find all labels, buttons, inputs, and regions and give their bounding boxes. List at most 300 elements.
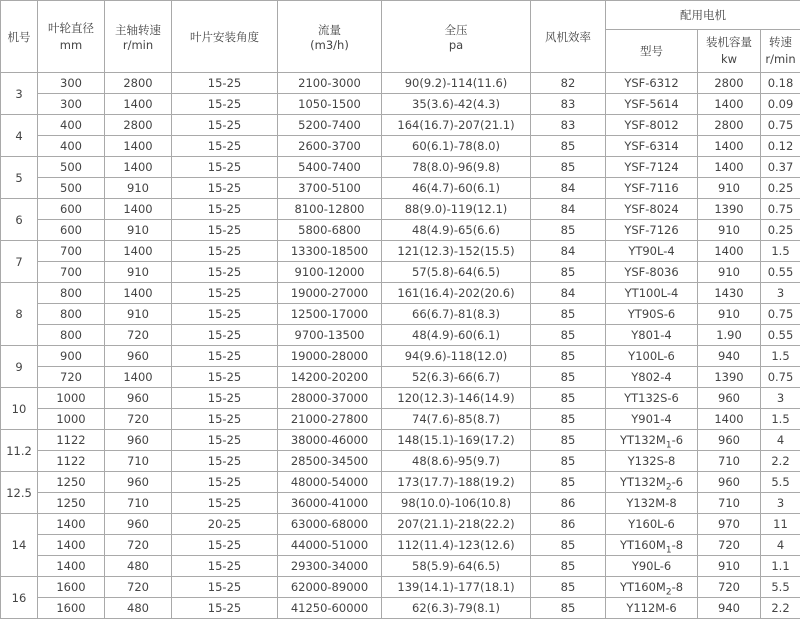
cell-diameter: 800 xyxy=(38,325,105,346)
cell-flow: 1050-1500 xyxy=(278,94,382,115)
motor-type-text: YT90S-6 xyxy=(627,307,676,321)
cell-motor-speed: 0.25 xyxy=(761,220,800,241)
motor-type-subscript: 1 xyxy=(665,545,672,556)
cell-angle: 15-25 xyxy=(172,577,278,598)
cell-angle: 15-25 xyxy=(172,94,278,115)
motor-type-subscript: 1 xyxy=(665,440,672,451)
cell-motor-type xyxy=(606,367,698,388)
cell-motor-type xyxy=(606,262,698,283)
cell-flow: 62000-89000 xyxy=(278,577,382,598)
cell-motor-type xyxy=(606,409,698,430)
cell-capacity: 970 xyxy=(698,514,761,535)
cell-flow: 19000-27000 xyxy=(278,283,382,304)
cell-motor-speed: 0.75 xyxy=(761,304,800,325)
cell-speed: 1400 xyxy=(105,241,172,262)
table-row xyxy=(1,535,800,556)
cell-motor-speed: 0.25 xyxy=(761,178,800,199)
cell-capacity: 2800 xyxy=(698,73,761,94)
cell-motor-speed: 4 xyxy=(761,535,800,556)
cell-motor-type xyxy=(606,430,698,451)
cell-efficiency: 85 xyxy=(531,367,606,388)
cell-motor-speed: 1.1 xyxy=(761,556,800,577)
header-speed: 主轴转速 r/min xyxy=(105,1,172,73)
cell-motor-speed: 0.75 xyxy=(761,115,800,136)
cell-diameter: 1400 xyxy=(38,556,105,577)
table-row xyxy=(1,430,800,451)
cell-motor-speed: 1.5 xyxy=(761,409,800,430)
cell-angle: 15-25 xyxy=(172,73,278,94)
cell-diameter: 400 xyxy=(38,115,105,136)
motor-type-text: Y132S-8 xyxy=(627,454,676,468)
motor-type-subscript: 2 xyxy=(665,482,672,493)
cell-pressure: 35(3.6)-42(4.3) xyxy=(382,94,531,115)
cell-speed: 910 xyxy=(105,262,172,283)
cell-model: 16 xyxy=(1,577,38,619)
cell-diameter: 720 xyxy=(38,367,105,388)
motor-type-text: YT132S-6 xyxy=(624,391,679,405)
cell-angle: 15-25 xyxy=(172,136,278,157)
cell-efficiency: 85 xyxy=(531,136,606,157)
cell-efficiency: 85 xyxy=(531,262,606,283)
cell-speed: 960 xyxy=(105,514,172,535)
cell-capacity: 1400 xyxy=(698,136,761,157)
cell-efficiency: 85 xyxy=(531,220,606,241)
table-row xyxy=(1,241,800,262)
cell-flow: 28500-34500 xyxy=(278,451,382,472)
header-model: 机号 xyxy=(1,1,38,73)
cell-motor-speed: 4 xyxy=(761,430,800,451)
cell-pressure: 161(16.4)-202(20.6) xyxy=(382,283,531,304)
table-row xyxy=(1,136,800,157)
table-row xyxy=(1,514,800,535)
cell-speed: 480 xyxy=(105,556,172,577)
cell-model: 9 xyxy=(1,346,38,388)
table-row xyxy=(1,409,800,430)
cell-angle: 15-25 xyxy=(172,115,278,136)
cell-capacity: 1390 xyxy=(698,199,761,220)
cell-speed: 1400 xyxy=(105,136,172,157)
cell-speed: 2800 xyxy=(105,115,172,136)
cell-motor-type xyxy=(606,157,698,178)
cell-capacity: 1400 xyxy=(698,409,761,430)
cell-diameter: 1000 xyxy=(38,409,105,430)
cell-pressure: 164(16.7)-207(21.1) xyxy=(382,115,531,136)
cell-efficiency: 85 xyxy=(531,451,606,472)
cell-capacity: 960 xyxy=(698,430,761,451)
cell-angle: 15-25 xyxy=(172,241,278,262)
cell-capacity: 910 xyxy=(698,556,761,577)
cell-capacity: 710 xyxy=(698,451,761,472)
cell-efficiency: 83 xyxy=(531,94,606,115)
cell-motor-speed: 3 xyxy=(761,388,800,409)
cell-motor-speed: 0.55 xyxy=(761,325,800,346)
motor-type-text: YSF-7124 xyxy=(624,160,679,174)
cell-speed: 910 xyxy=(105,178,172,199)
cell-motor-type xyxy=(606,136,698,157)
cell-motor-speed: 1.5 xyxy=(761,346,800,367)
cell-diameter: 1122 xyxy=(38,430,105,451)
cell-flow: 63000-68000 xyxy=(278,514,382,535)
cell-motor-type xyxy=(606,73,698,94)
cell-model: 11.2 xyxy=(1,430,38,472)
cell-flow: 29300-34000 xyxy=(278,556,382,577)
motor-type-text: YSF-6312 xyxy=(624,76,679,90)
cell-angle: 15-25 xyxy=(172,157,278,178)
cell-diameter: 300 xyxy=(38,73,105,94)
cell-pressure: 139(14.1)-177(18.1) xyxy=(382,577,531,598)
table-row xyxy=(1,325,800,346)
cell-flow: 14200-20200 xyxy=(278,367,382,388)
cell-diameter: 900 xyxy=(38,346,105,367)
cell-capacity: 1400 xyxy=(698,94,761,115)
cell-model: 3 xyxy=(1,73,38,115)
cell-angle: 15-25 xyxy=(172,472,278,493)
cell-flow: 5800-6800 xyxy=(278,220,382,241)
cell-motor-type xyxy=(606,598,698,619)
cell-speed: 1400 xyxy=(105,94,172,115)
cell-motor-type xyxy=(606,556,698,577)
cell-efficiency: 84 xyxy=(531,199,606,220)
cell-efficiency: 85 xyxy=(531,409,606,430)
cell-capacity: 960 xyxy=(698,472,761,493)
cell-flow: 28000-37000 xyxy=(278,388,382,409)
header-angle: 叶片安装角度 xyxy=(172,1,278,73)
cell-motor-type xyxy=(606,325,698,346)
cell-angle: 15-25 xyxy=(172,409,278,430)
cell-angle: 15-25 xyxy=(172,451,278,472)
cell-model: 12.5 xyxy=(1,472,38,514)
cell-speed: 1400 xyxy=(105,283,172,304)
table-row xyxy=(1,73,800,94)
cell-diameter: 500 xyxy=(38,178,105,199)
cell-efficiency: 86 xyxy=(531,493,606,514)
cell-speed: 960 xyxy=(105,346,172,367)
cell-pressure: 94(9.6)-118(12.0) xyxy=(382,346,531,367)
cell-model: 8 xyxy=(1,283,38,346)
table-row xyxy=(1,346,800,367)
cell-motor-speed: 3 xyxy=(761,493,800,514)
cell-flow: 9700-13500 xyxy=(278,325,382,346)
cell-efficiency: 85 xyxy=(531,346,606,367)
table-row xyxy=(1,94,800,115)
cell-motor-type xyxy=(606,304,698,325)
table-row xyxy=(1,556,800,577)
cell-angle: 15-25 xyxy=(172,304,278,325)
cell-pressure: 121(12.3)-152(15.5) xyxy=(382,241,531,262)
cell-speed: 720 xyxy=(105,409,172,430)
header-flow: 流量 (m3/h) xyxy=(278,1,382,73)
cell-diameter: 1600 xyxy=(38,577,105,598)
cell-flow: 21000-27800 xyxy=(278,409,382,430)
cell-flow: 5400-7400 xyxy=(278,157,382,178)
cell-efficiency: 84 xyxy=(531,178,606,199)
cell-flow: 41250-60000 xyxy=(278,598,382,619)
motor-type-suffix: -8 xyxy=(671,538,684,552)
cell-motor-type xyxy=(606,220,698,241)
table-row xyxy=(1,493,800,514)
motor-type-text: YT90L-4 xyxy=(628,244,675,258)
header-motor-type: 型号 xyxy=(606,30,698,73)
cell-speed: 960 xyxy=(105,430,172,451)
table-row xyxy=(1,367,800,388)
motor-type-text: Y112M-6 xyxy=(626,601,677,615)
header-diameter: 叶轮直径 mm xyxy=(38,1,105,73)
cell-motor-type xyxy=(606,493,698,514)
cell-capacity: 1400 xyxy=(698,157,761,178)
cell-pressure: 48(8.6)-95(9.7) xyxy=(382,451,531,472)
motor-type-text: YT132M xyxy=(619,475,666,489)
cell-motor-speed: 2.2 xyxy=(761,598,800,619)
cell-efficiency: 85 xyxy=(531,598,606,619)
cell-motor-speed: 0.37 xyxy=(761,157,800,178)
table-row xyxy=(1,262,800,283)
table-row xyxy=(1,115,800,136)
cell-capacity: 910 xyxy=(698,178,761,199)
table-row xyxy=(1,472,800,493)
motor-type-text: YSF-7126 xyxy=(624,223,679,237)
cell-motor-speed: 0.75 xyxy=(761,199,800,220)
cell-flow: 36000-41000 xyxy=(278,493,382,514)
table-header xyxy=(1,1,800,73)
cell-model: 10 xyxy=(1,388,38,430)
table-row xyxy=(1,283,800,304)
cell-capacity: 1390 xyxy=(698,367,761,388)
cell-efficiency: 86 xyxy=(531,514,606,535)
motor-type-text: YT160M xyxy=(619,580,666,594)
cell-speed: 710 xyxy=(105,493,172,514)
cell-angle: 15-25 xyxy=(172,430,278,451)
cell-capacity: 1430 xyxy=(698,283,761,304)
cell-pressure: 90(9.2)-114(11.6) xyxy=(382,73,531,94)
cell-diameter: 700 xyxy=(38,241,105,262)
cell-capacity: 710 xyxy=(698,493,761,514)
cell-flow: 3700-5100 xyxy=(278,178,382,199)
motor-type-text: YSF-6314 xyxy=(624,139,679,153)
cell-motor-speed: 2.2 xyxy=(761,451,800,472)
cell-angle: 15-25 xyxy=(172,283,278,304)
motor-type-text: Y160L-6 xyxy=(628,517,675,531)
cell-efficiency: 85 xyxy=(531,388,606,409)
table-row xyxy=(1,577,800,598)
cell-speed: 2800 xyxy=(105,73,172,94)
cell-efficiency: 85 xyxy=(531,304,606,325)
cell-pressure: 60(6.1)-78(8.0) xyxy=(382,136,531,157)
cell-flow: 19000-28000 xyxy=(278,346,382,367)
cell-diameter: 400 xyxy=(38,136,105,157)
cell-flow: 5200-7400 xyxy=(278,115,382,136)
table-row xyxy=(1,157,800,178)
motor-type-text: Y802-4 xyxy=(631,370,672,384)
cell-angle: 15-25 xyxy=(172,346,278,367)
cell-pressure: 88(9.0)-119(12.1) xyxy=(382,199,531,220)
cell-efficiency: 83 xyxy=(531,115,606,136)
cell-angle: 15-25 xyxy=(172,556,278,577)
cell-pressure: 48(4.9)-65(6.6) xyxy=(382,220,531,241)
cell-flow: 13300-18500 xyxy=(278,241,382,262)
cell-efficiency: 85 xyxy=(531,577,606,598)
motor-type-subscript: 2 xyxy=(665,587,672,598)
cell-motor-speed: 5.5 xyxy=(761,577,800,598)
motor-type-text: YT160M xyxy=(619,538,666,552)
cell-efficiency: 85 xyxy=(531,535,606,556)
cell-capacity: 2800 xyxy=(698,115,761,136)
motor-type-text: YT100L-4 xyxy=(624,286,679,300)
table-row xyxy=(1,199,800,220)
cell-speed: 720 xyxy=(105,577,172,598)
cell-pressure: 62(6.3)-79(8.1) xyxy=(382,598,531,619)
cell-capacity: 720 xyxy=(698,577,761,598)
cell-angle: 15-25 xyxy=(172,178,278,199)
cell-angle: 15-25 xyxy=(172,367,278,388)
cell-angle: 20-25 xyxy=(172,514,278,535)
motor-type-text: YSF-8012 xyxy=(624,118,679,132)
cell-diameter: 800 xyxy=(38,304,105,325)
cell-diameter: 500 xyxy=(38,157,105,178)
cell-efficiency: 82 xyxy=(531,73,606,94)
cell-pressure: 173(17.7)-188(19.2) xyxy=(382,472,531,493)
cell-flow: 48000-54000 xyxy=(278,472,382,493)
cell-angle: 15-25 xyxy=(172,493,278,514)
motor-type-text: Y801-4 xyxy=(631,328,672,342)
cell-diameter: 1400 xyxy=(38,514,105,535)
cell-angle: 15-25 xyxy=(172,262,278,283)
cell-capacity: 1400 xyxy=(698,241,761,262)
table-row xyxy=(1,388,800,409)
cell-pressure: 78(8.0)-96(9.8) xyxy=(382,157,531,178)
cell-angle: 15-25 xyxy=(172,388,278,409)
cell-speed: 960 xyxy=(105,472,172,493)
cell-pressure: 57(5.8)-64(6.5) xyxy=(382,262,531,283)
header-motor-group: 配用电机 xyxy=(606,1,800,30)
cell-flow: 38000-46000 xyxy=(278,430,382,451)
cell-efficiency: 85 xyxy=(531,472,606,493)
cell-speed: 1400 xyxy=(105,157,172,178)
cell-diameter: 1250 xyxy=(38,493,105,514)
cell-pressure: 66(6.7)-81(8.3) xyxy=(382,304,531,325)
cell-motor-speed: 0.18 xyxy=(761,73,800,94)
cell-angle: 15-25 xyxy=(172,199,278,220)
cell-flow: 2100-3000 xyxy=(278,73,382,94)
cell-flow: 9100-12000 xyxy=(278,262,382,283)
motor-type-text: Y90L-6 xyxy=(631,559,672,573)
cell-speed: 720 xyxy=(105,325,172,346)
header-motor-speed: 转速 r/min xyxy=(761,30,800,73)
header-capacity: 装机容量 kw xyxy=(698,30,761,73)
cell-motor-type xyxy=(606,514,698,535)
cell-capacity: 720 xyxy=(698,535,761,556)
cell-pressure: 74(7.6)-85(8.7) xyxy=(382,409,531,430)
motor-type-text: YT132M xyxy=(619,433,666,447)
cell-efficiency: 84 xyxy=(531,283,606,304)
cell-motor-type xyxy=(606,346,698,367)
cell-diameter: 700 xyxy=(38,262,105,283)
cell-speed: 960 xyxy=(105,388,172,409)
cell-efficiency: 85 xyxy=(531,556,606,577)
cell-capacity: 960 xyxy=(698,388,761,409)
table-row xyxy=(1,220,800,241)
cell-motor-type xyxy=(606,94,698,115)
cell-diameter: 1400 xyxy=(38,535,105,556)
motor-type-text: YSF-8024 xyxy=(624,202,679,216)
cell-efficiency: 85 xyxy=(531,157,606,178)
cell-pressure: 58(5.9)-64(6.5) xyxy=(382,556,531,577)
cell-pressure: 112(11.4)-123(12.6) xyxy=(382,535,531,556)
cell-pressure: 52(6.3)-66(6.7) xyxy=(382,367,531,388)
cell-diameter: 300 xyxy=(38,94,105,115)
motor-type-text: YSF-5614 xyxy=(624,97,679,111)
cell-capacity: 1.90 xyxy=(698,325,761,346)
cell-motor-type xyxy=(606,178,698,199)
motor-type-text: YSF-7116 xyxy=(624,181,679,195)
cell-motor-speed: 1.5 xyxy=(761,241,800,262)
cell-pressure: 207(21.1)-218(22.2) xyxy=(382,514,531,535)
cell-capacity: 910 xyxy=(698,304,761,325)
cell-flow: 2600-3700 xyxy=(278,136,382,157)
cell-diameter: 800 xyxy=(38,283,105,304)
cell-speed: 910 xyxy=(105,304,172,325)
cell-diameter: 1000 xyxy=(38,388,105,409)
motor-type-suffix: -8 xyxy=(671,580,684,594)
cell-diameter: 1250 xyxy=(38,472,105,493)
cell-capacity: 940 xyxy=(698,346,761,367)
cell-motor-type xyxy=(606,115,698,136)
cell-motor-type xyxy=(606,241,698,262)
cell-motor-type xyxy=(606,199,698,220)
cell-pressure: 46(4.7)-60(6.1) xyxy=(382,178,531,199)
cell-motor-type xyxy=(606,535,698,556)
cell-pressure: 120(12.3)-146(14.9) xyxy=(382,388,531,409)
table-row xyxy=(1,304,800,325)
cell-diameter: 600 xyxy=(38,199,105,220)
cell-pressure: 98(10.0)-106(10.8) xyxy=(382,493,531,514)
cell-efficiency: 85 xyxy=(531,325,606,346)
cell-motor-speed: 5.5 xyxy=(761,472,800,493)
cell-speed: 1400 xyxy=(105,367,172,388)
table-body xyxy=(1,73,800,619)
cell-speed: 720 xyxy=(105,535,172,556)
motor-type-suffix: -6 xyxy=(671,433,684,447)
cell-motor-type xyxy=(606,388,698,409)
cell-angle: 15-25 xyxy=(172,598,278,619)
header-pressure: 全压 pa xyxy=(382,1,531,73)
cell-motor-type xyxy=(606,472,698,493)
motor-type-text: Y100L-6 xyxy=(628,349,675,363)
cell-motor-speed: 0.55 xyxy=(761,262,800,283)
table-row xyxy=(1,598,800,619)
cell-motor-type xyxy=(606,451,698,472)
motor-type-text: Y901-4 xyxy=(631,412,672,426)
motor-type-suffix: -6 xyxy=(671,475,684,489)
cell-flow: 8100-12800 xyxy=(278,199,382,220)
cell-angle: 15-25 xyxy=(172,325,278,346)
cell-motor-type xyxy=(606,283,698,304)
cell-motor-speed: 3 xyxy=(761,283,800,304)
cell-diameter: 1600 xyxy=(38,598,105,619)
cell-pressure: 148(15.1)-169(17.2) xyxy=(382,430,531,451)
header-efficiency: 风机效率 xyxy=(531,1,606,73)
cell-model: 6 xyxy=(1,199,38,241)
cell-efficiency: 84 xyxy=(531,241,606,262)
cell-speed: 1400 xyxy=(105,199,172,220)
cell-model: 14 xyxy=(1,514,38,577)
cell-pressure: 48(4.9)-60(6.1) xyxy=(382,325,531,346)
cell-speed: 710 xyxy=(105,451,172,472)
table-row xyxy=(1,178,800,199)
motor-type-text: YSF-8036 xyxy=(624,265,679,279)
cell-motor-speed: 0.12 xyxy=(761,136,800,157)
cell-motor-speed: 0.09 xyxy=(761,94,800,115)
table-row xyxy=(1,451,800,472)
